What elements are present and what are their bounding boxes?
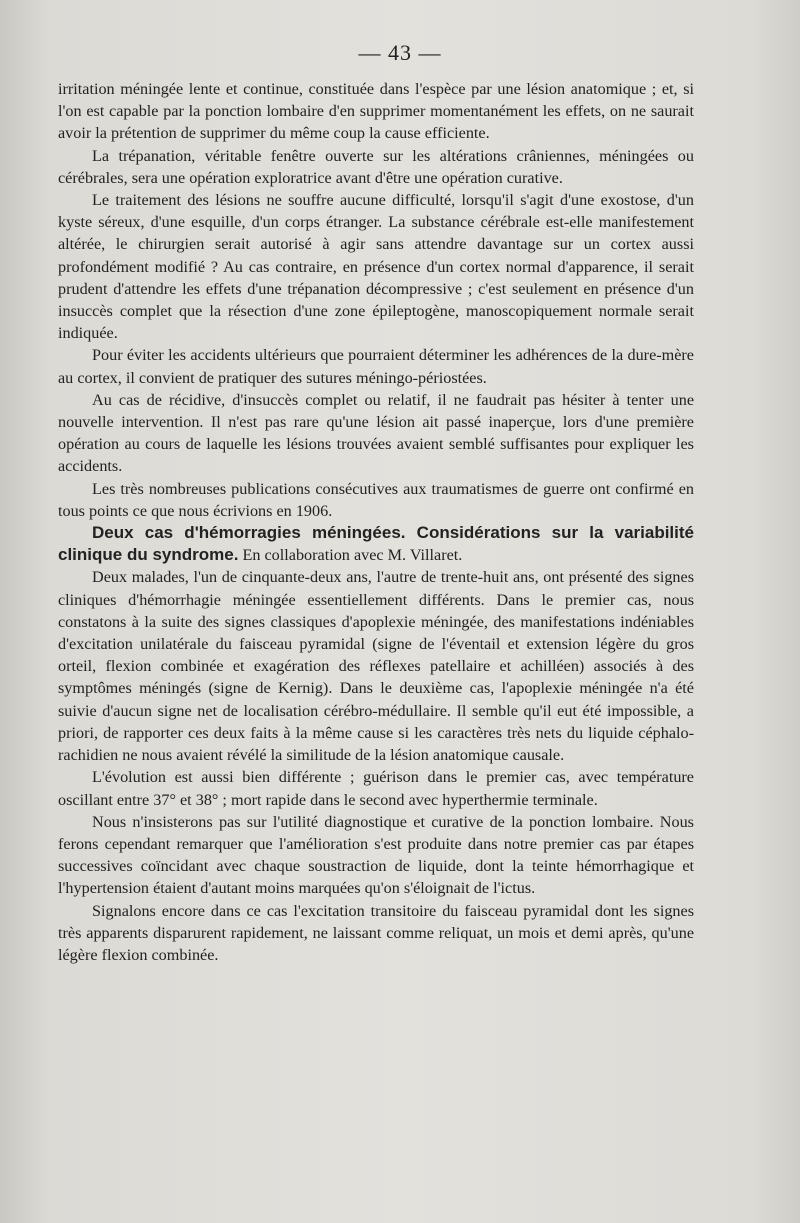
section-paragraph-4: Signalons encore dans ce cas l'excitation transitoire du faisceau pyramidal dont les signes très apparents disparurent rapidement, ne laissant comme reliquat, un mois et demi après, qu'une légère flexion combinée.	[58, 901, 694, 964]
paragraph-1: irritation méningée lente et continue, constituée dans l'espèce par une lésion anatomique ; et, si l'on est capable par la ponction lombaire d'en supprimer momentanément les effets, on ne saurait avoir la prétention de supprimer du même coup la cause efficiente.	[58, 80, 694, 143]
section-heading-title: Deux cas d'hémorragies méningées. Considérations sur la variabilité clinique du syndrome.	[58, 523, 694, 565]
section-paragraph-3: Nous n'insisterons pas sur l'utilité diagnostique et curative de la ponction lombaire. Nous ferons cependant remarquer que l'amélioration s'est produite dans notre premier cas par étapes successives coïncidant avec chaque soustraction de liquide, dont la teinte hémorrhagique et l'hypertension étaient d'autant moins marquées qu'on s'éloignait de l'ictus.	[58, 812, 694, 898]
section-paragraph-2: L'évolution est aussi bien différente ; guérison dans le premier cas, avec température oscillant entre 37° et 38° ; mort rapide dans le second avec hyperthermie terminale.	[58, 768, 694, 809]
paragraph-3: Le traitement des lésions ne souffre aucune difficulté, lorsqu'il s'agit d'une exostose, d'un kyste séreux, d'une esquille, d'un corps étranger. La substance cérébrale est-elle manifestement altérée, le chirurgien serait autorisé à agir sans attendre davantage sur un cortex aussi profondément modifié ? Au cas contraire, en présence d'un cortex normal d'apparence, il serait prudent d'attendre les effets d'une trépanation décompressive ; c'est seulement en présence d'un insuccès complet que la résection d'une zone épileptogène, manoscopiquement normale serait indiquée.	[58, 191, 694, 343]
paragraph-5: Au cas de récidive, d'insuccès complet ou relatif, il ne faudrait pas hésiter à tenter une nouvelle intervention. Il n'est pas rare qu'une lésion ait passé inaperçue, lors d'une première opération au cours de laquelle les lésions trouvées avaient semblé suffisantes pour expliquer les accidents.	[58, 390, 694, 476]
body-text	[58, 78, 694, 966]
section-heading-collaboration: En collaboration avec M. Villaret.	[238, 546, 463, 565]
paragraph-2: La trépanation, véritable fenêtre ouverte sur les altérations crâniennes, méningées ou cérébrales, sera une opération exploratrice avant d'être une opération curative.	[58, 146, 694, 187]
paragraph-6: Les très nombreuses publications consécutives aux traumatismes de guerre ont confirmé en tous points ce que nous écrivions en 1906.	[58, 479, 694, 520]
section-paragraph-1: Deux malades, l'un de cinquante-deux ans, l'autre de trente-huit ans, ont présenté des signes cliniques d'hémorrhagie méningée essentiellement différents. Dans le premier cas, nous constatons à la suite des signes classiques d'apoplexie méningée, des manifestations indéniables d'excitation unilatérale du faisceau pyramidal (signe de l'éventail et extension légère du gros orteil, flexion combinée et exagération des réflexes patellaire et achilléen) associés à des symptômes méningés (signe de Kernig). Dans le deuxième cas, l'apoplexie méningée n'a été suivie d'aucun signe net de localisation cérébro-médullaire. Il semble qu'il eut été impossible, a priori, de rapporter ces deux faits à la même cause si les caractères très nets du liquide céphalo-rachidien ne nous avaient révélé la similitude de la lésion anatomique causale.	[58, 568, 694, 765]
section-heading	[58, 522, 694, 566]
paragraph-4: Pour éviter les accidents ultérieurs que pourraient déterminer les adhérences de la dure-mère au cortex, il convient de pratiquer des sutures méningo-périostées.	[58, 346, 694, 387]
page-number: — 43 —	[358, 40, 442, 65]
